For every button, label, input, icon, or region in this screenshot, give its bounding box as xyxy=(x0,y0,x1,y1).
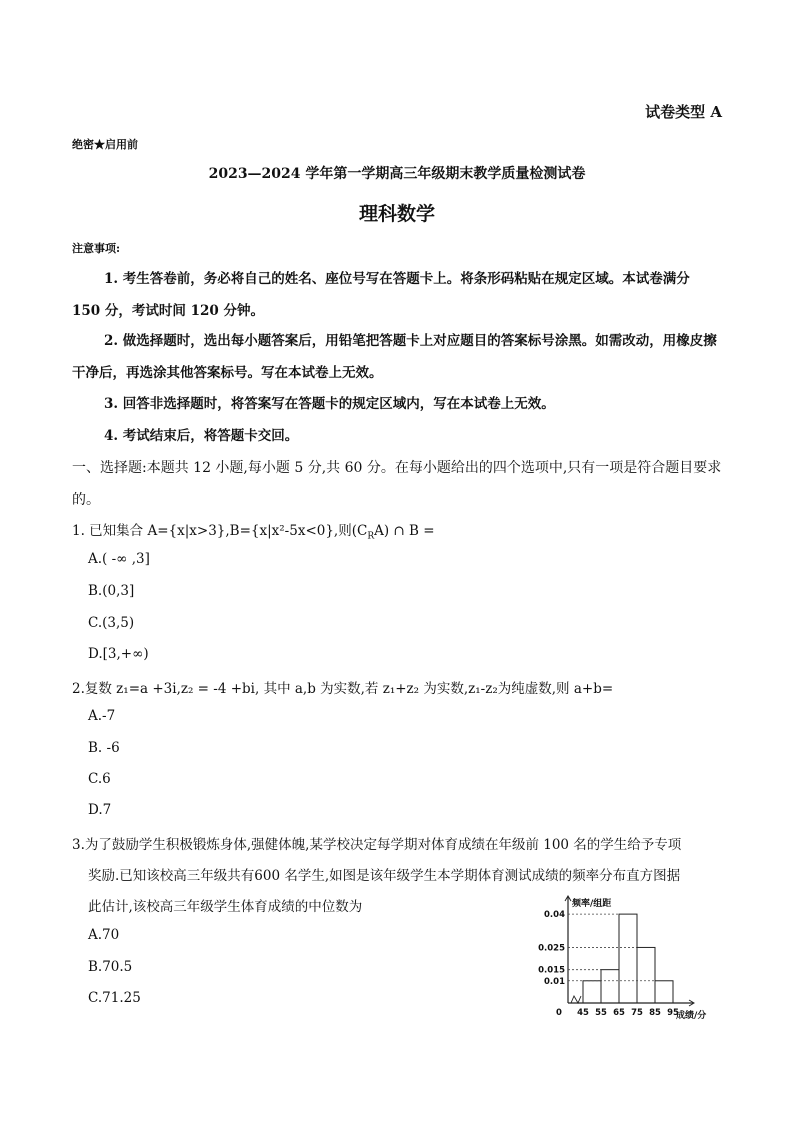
question-2-option-b: B. -6 xyxy=(88,740,120,756)
x-tick-label: 75 xyxy=(631,1008,643,1018)
question-2-option-c: C.6 xyxy=(88,771,111,787)
question-2-option-d: D.7 xyxy=(88,802,112,818)
axis-break-mark xyxy=(571,996,581,1003)
y-tick-label: 0.01 xyxy=(544,976,565,987)
question-3-stem-line-3: 此估计,该校高三年级学生体育成绩的中位数为 xyxy=(88,899,363,915)
confidential-mark: 绝密★启用前 xyxy=(72,138,138,151)
histogram-bar xyxy=(637,947,655,1003)
question-1-option-d: D.[3,+∞) xyxy=(88,646,149,662)
origin-label: 0 xyxy=(556,1008,562,1018)
x-tick-label: 95 xyxy=(667,1008,679,1018)
note-item xyxy=(72,388,722,420)
question-3-option-a: A.70 xyxy=(88,927,120,943)
frequency-histogram xyxy=(535,893,710,1023)
histogram-bar xyxy=(601,970,619,1003)
question-1-stem xyxy=(72,519,435,542)
notes-heading: 注意事项: xyxy=(72,242,121,255)
section-heading: 一、选择题:本题共 12 小题,每小题 5 分,共 60 分。在每小题给出的四个选项中,只有一项是符合题目要求的。 xyxy=(72,460,722,508)
question-3-stem-line-1: 3.为了鼓励学生积极锻炼身体,强健体魄,某学校决定每学期对体育成绩在年级前 100 名的学生给予专项 xyxy=(72,837,682,853)
note-item xyxy=(72,263,722,327)
question-3-option-c: C.71.25 xyxy=(88,990,141,1006)
x-tick-label: 65 xyxy=(613,1008,625,1018)
x-tick-label: 45 xyxy=(577,1008,589,1018)
x-tick-label: 55 xyxy=(595,1008,607,1018)
note-text: 1. 考生答卷前，务必将自己的姓名、座位号写在答题卡上。将条形码粘贴在规定区域。本试卷满分 150 分，考试时间 120 分钟。 xyxy=(72,271,690,319)
y-tick-label: 0.04 xyxy=(544,910,565,921)
y-tick-label: 0.015 xyxy=(538,965,565,976)
x-tick-label: 85 xyxy=(649,1008,661,1018)
y-tick-label: 0.025 xyxy=(538,943,565,954)
paper-type-label: 试卷类型 A xyxy=(645,103,722,121)
exam-title: 2023—2024 学年第一学期高三年级期末教学质量检测试卷 xyxy=(208,166,586,182)
note-item xyxy=(72,325,722,389)
question-1-option-a: A.( -∞ ,3] xyxy=(88,551,150,567)
question-1-tail: A) ∩ B = xyxy=(374,523,435,539)
question-1-option-b: B.(0,3] xyxy=(88,583,135,599)
question-3-stem-line-2: 奖励.已知该校高三年级共有600 名学生,如图是该年级学生本学期体育测试成绩的频率分布直方图据 xyxy=(88,868,681,884)
histogram-bar xyxy=(655,981,673,1003)
note-text: 4. 考试结束后，将答题卡交回。 xyxy=(104,428,299,444)
x-axis-title: 成绩/分 xyxy=(676,1011,707,1021)
question-1-subscript: R xyxy=(367,531,375,542)
question-2-option-a: A.-7 xyxy=(88,708,116,724)
histogram-bar xyxy=(619,914,637,1003)
question-2-stem: 2.复数 z₁=a +3i,z₂ = -4 +bi, 其中 a,b 为实数,若 z₁+z₂ 为实数,z₁-z₂为纯虚数,则 a+b= xyxy=(72,681,614,697)
subject-title: 理科数学 xyxy=(358,203,435,225)
y-axis-title: 频率/组距 xyxy=(572,899,612,909)
question-1-option-c: C.(3,5) xyxy=(88,615,135,631)
histogram-bar xyxy=(583,981,601,1003)
note-item xyxy=(72,420,722,452)
question-3-option-b: B.70.5 xyxy=(88,959,133,975)
question-1-text: 1. 已知集合 A={x|x>3},B={x|x²-5x<0},则(C xyxy=(72,523,368,539)
note-text: 3. 回答非选择题时，将答案写在答题卡的规定区域内，写在本试卷上无效。 xyxy=(104,396,555,412)
note-text: 2. 做选择题时，选出每小题答案后，用铅笔把答题卡上对应题目的答案标号涂黑。如需改动，用橡皮擦干净后，再选涂其他答案标号。写在本试卷上无效。 xyxy=(72,333,717,381)
